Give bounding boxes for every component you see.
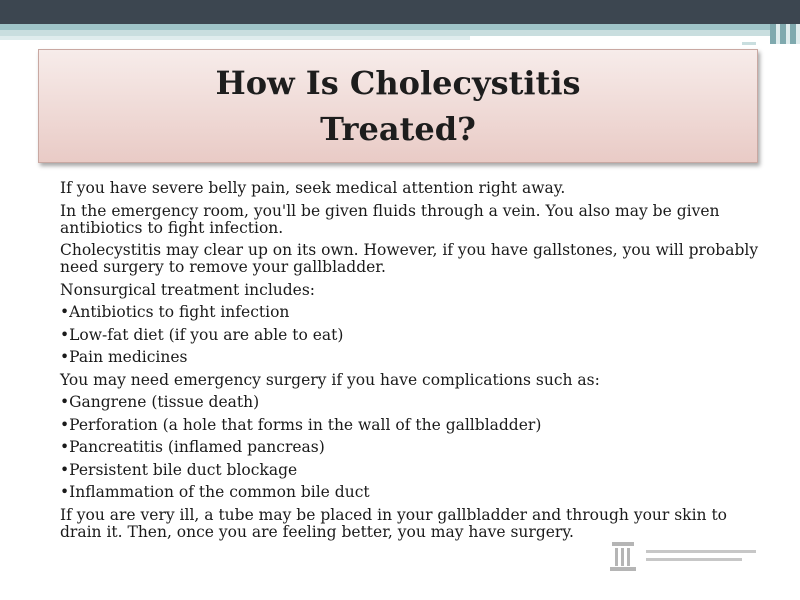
emergency-paragraph: In the emergency room, you'll be given fluids through a vein. You also may be given antibiotics to fight infection. — [60, 201, 720, 237]
list-item: •Inflammation of the common bile duct — [60, 483, 370, 501]
small-rule-decoration — [742, 42, 756, 45]
watermark-logo-icon — [606, 536, 764, 576]
list-item: •Pancreatitis (inflamed pancreas) — [60, 438, 325, 456]
list-item: •Perforation (a hole that forms in the wall of the gallbladder) — [60, 415, 542, 434]
list-item: •Low-fat diet (if you are able to eat) — [60, 325, 344, 344]
list-item: •Pain medicines — [60, 348, 188, 366]
list-item: •Persistent bile duct blockage — [60, 460, 298, 479]
clear-up-paragraph: Cholecystitis may clear up on its own. However, if you have gallstones, you will probably need surgery to remove your gallbladder. — [60, 241, 759, 276]
list-item: •Gangrene (tissue death) — [60, 393, 260, 411]
slide-title — [216, 60, 581, 152]
top-pale-stripe — [0, 36, 470, 40]
slide-body — [60, 180, 760, 546]
emergency-surgery-heading: You may need emergency surgery if you have complications such as: — [60, 370, 600, 389]
closing-paragraph: If you are very ill, a tube may be placed in your gallbladder and through your skin to drain it. Then, once you are feeling better, you may have surgery. — [60, 505, 727, 541]
top-dark-bar — [0, 0, 800, 24]
intro-paragraph: If you have severe belly pain, seek medical attention right away. — [60, 179, 566, 197]
title-line-2: Treated? — [320, 110, 476, 148]
corner-decoration — [770, 24, 800, 44]
slide-title-box — [38, 49, 758, 163]
title-line-1: How Is Cholecystitis — [215, 64, 581, 102]
nonsurgical-heading: Nonsurgical treatment includes: — [60, 280, 316, 299]
list-item: •Antibiotics to fight infection — [60, 303, 290, 321]
